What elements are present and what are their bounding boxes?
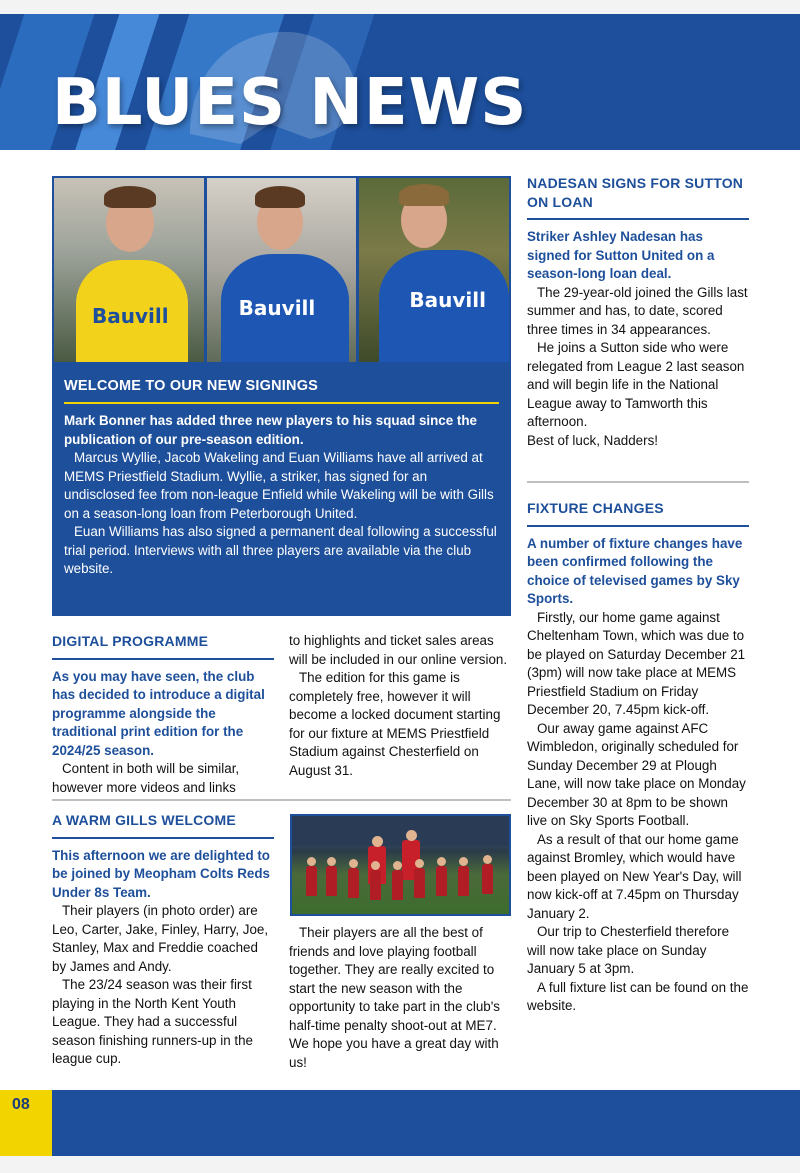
top-margin — [0, 0, 800, 14]
welcome-signings-panel — [52, 364, 511, 616]
body-paragraph: The 29-year-old joined the Gills last summer and has, to date, scored three times in 34 appearances. — [527, 284, 748, 337]
sponsor-logo: Bauvill — [238, 296, 316, 320]
child-head — [349, 859, 358, 868]
body-paragraph: Their players are all the best of friends and love playing football together. They are really excited to start the new season with the opportunity to take part in the club's half-time penalty shoot-out at ME7. We hope you have a great day with us! — [289, 925, 500, 1070]
body-paragraph: Our trip to Chesterfield therefore will now take place on Sunday January 5 at 3pm. — [527, 924, 730, 976]
child-head — [437, 857, 446, 866]
child-player — [306, 866, 317, 896]
child-player — [326, 866, 337, 896]
body-paragraph: As a result of that our home game against Bromley, which would have been played on New Year's Day, will now kick-off at 7.45pm on Thursday January 2. — [527, 831, 742, 921]
player-photo-wyllie — [54, 178, 204, 362]
signings-photo-strip — [52, 176, 511, 364]
body-paragraph: He joins a Sutton side who were relegated from League 2 last season and will begin life in the National League away to Tamworth this afternoon. — [527, 340, 745, 429]
body-paragraph: Our away game against AFC Wimbledon, originally scheduled for Sunday December 29 at Plough Lane, will now take place on Monday December 30 at 8pm to be shown live on Sky Sports Football. — [527, 720, 746, 828]
player-photo-wakeling — [207, 178, 357, 362]
child-head — [327, 857, 336, 866]
body-paragraph: Their players (in photo order) are Leo, Carter, Jake, Finley, Harry, Joe, Stanley, Max and Freddie coached by James and Andy. — [52, 903, 269, 974]
photo-backdrop — [292, 816, 509, 846]
fixture-changes-article — [527, 499, 749, 1016]
player-hair — [399, 184, 449, 206]
player-hair — [255, 186, 305, 208]
child-player — [414, 868, 425, 898]
child-head — [307, 857, 316, 866]
child-head — [371, 861, 380, 870]
body-paragraph: Content in both will be similar, however more videos and links — [52, 761, 240, 795]
digital-programme-article-cont — [289, 632, 513, 780]
section-divider — [52, 799, 511, 801]
coach-head — [406, 830, 417, 841]
page-title: BLUES NEWS — [52, 66, 528, 140]
page-number: 08 — [0, 1090, 52, 1156]
child-player — [392, 870, 403, 900]
section-heading: NADESAN SIGNS FOR SUTTON ON LOAN — [527, 174, 749, 220]
page-footer-bar — [0, 1090, 800, 1156]
page-header — [0, 14, 800, 150]
sponsor-logo: Bauvill — [92, 304, 169, 328]
section-divider — [527, 481, 749, 483]
player-hair — [104, 186, 156, 208]
nadesan-article — [527, 174, 749, 450]
body-paragraph: A full fixture list can be found on the website. — [527, 979, 749, 1013]
gills-welcome-article — [52, 811, 274, 1069]
child-head — [459, 857, 468, 866]
child-player — [482, 864, 493, 894]
sponsor-logo: Bauvill — [409, 288, 486, 312]
body-paragraph: The edition for this game is completely free, however it will become a locked document starting for our fixture at MEMS Priestfield Stadium against Chesterfield on August 31. — [289, 670, 501, 778]
body-paragraph: Marcus Wyllie, Jacob Wakeling and Euan Williams have all arrived at MEMS Priestfield Stadium. Wyllie, a striker, has signed for an undisclosed fee from non-league Enfield while Wakeling will be with Gills on a season-long loan from Peterborough United. — [64, 450, 494, 521]
section-heading: A WARM GILLS WELCOME — [52, 811, 274, 839]
child-player — [436, 866, 447, 896]
lead-paragraph: This afternoon we are delighted to be joined by Meopham Colts Reds Under 8s Team. — [52, 847, 270, 900]
child-head — [393, 861, 402, 870]
player-photo-williams — [359, 178, 509, 362]
child-head — [415, 859, 424, 868]
section-heading: WELCOME TO OUR NEW SIGNINGS — [64, 378, 499, 404]
bottom-margin — [0, 1156, 800, 1173]
section-heading: DIGITAL PROGRAMME — [52, 632, 274, 660]
gills-welcome-article-cont — [289, 924, 513, 1072]
child-player — [370, 870, 381, 900]
lead-paragraph: As you may have seen, the club has decided to introduce a digital programme alongside the traditional print edition for the 2024/25 season. — [52, 668, 265, 758]
child-player — [348, 868, 359, 898]
coach-head — [372, 836, 383, 847]
section-heading: FIXTURE CHANGES — [527, 499, 749, 527]
lead-paragraph: Striker Ashley Nadesan has signed for Sutton United on a season-long loan deal. — [527, 229, 715, 281]
lead-paragraph: Mark Bonner has added three new players to his squad since the publication of our pre-season edition. — [64, 413, 477, 447]
team-photo — [290, 814, 511, 916]
digital-programme-article — [52, 632, 274, 797]
body-paragraph: Best of luck, Nadders! — [527, 432, 658, 448]
body-paragraph: to highlights and ticket sales areas will be included in our online version. — [289, 633, 508, 667]
body-paragraph: The 23/24 season was their first playing in the North Kent Youth League. They had a successful season finishing runners-up in the league cup. — [52, 977, 253, 1066]
body-paragraph: Euan Williams has also signed a permanent deal following a successful trial period. Interviews with all three players are available via the club website. — [64, 524, 497, 576]
child-player — [458, 866, 469, 896]
lead-paragraph: A number of fixture changes have been confirmed following the choice of televised games by Sky Sports. — [527, 535, 743, 606]
body-paragraph: Firstly, our home game against Cheltenham Town, which was due to be played on Saturday December 21 (3pm) will now take place at MEMS Priestfield Stadium on Friday December 20, 7.45pm kick-off. — [527, 609, 746, 717]
child-head — [483, 855, 492, 864]
